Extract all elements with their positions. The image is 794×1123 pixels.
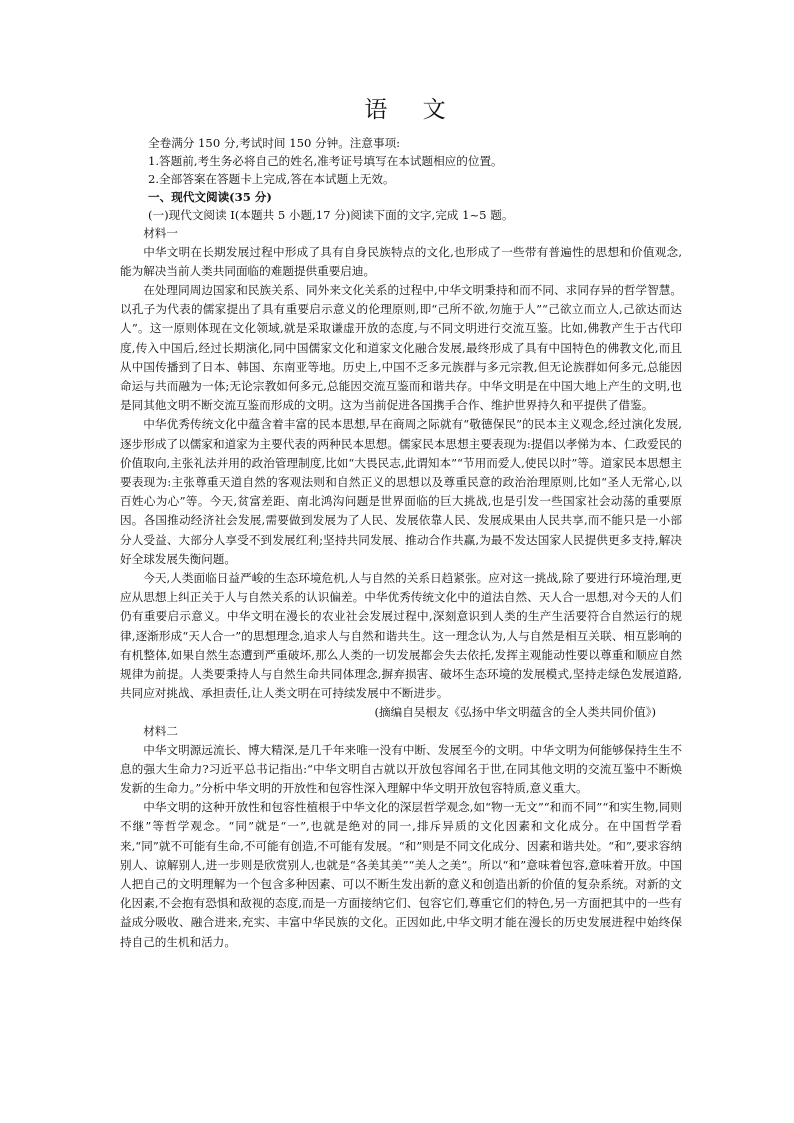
- material-two-label: 材料二: [143, 724, 178, 739]
- exam-page: [120, 96, 682, 952]
- material-one-label: 材料一: [143, 226, 178, 241]
- material-one-paragraph: 中华优秀传统文化中蕴含着丰富的民本思想,早在商周之际就有“敬德保民”的民本主义观念,经过演化发展,逐步形成了以儒家和道家为主要代表的两种民本思想。儒家民本思想主要表现为:提倡以孝悌为本、仁政爱民的价值取向,主张礼法并用的政治管理制度,比如“大畏民志,此谓知本”“节用而爱人,使民以时”等。道家民本思想主要表现为:主张尊重天道自然的客观法则和自然正义的思想以及尊重民意的政治治理原则,比如“圣人无常心,以百姓心为心”等。今天,贫富差距、南北鸿沟问题是世界面临的巨大挑战,也是引发一些国家社会动荡的重要原因。各国推动经济社会发展,需要做到发展为了人民、发展依靠人民、发展成果由人民共享,而不能只是一小部分人受益、大部分人享受不到发展红利;坚持共同发展、推动合作共赢,为最不发达国家人民提供更多支持,解决好全球发展失衡问题。: [120, 417, 682, 566]
- material-one-source: (摘编自吴根友《弘扬中华文明蕴含的全人类共同价值》): [374, 705, 656, 720]
- material-two-paragraph: 中华文明源远流长、博大精深,是几千年来唯一没有中断、发展至今的文明。中华文明为何能够保持生生不息的强大生命力?习近平总书记指出:“中华文明自古就以开放包容闻名于世,在同其他文明的交流互鉴中不断焕发新的生命力。”分析中华文明的开放性和包容性深入理解中华文明开放包容特质,意义重大。: [120, 742, 682, 795]
- material-two-paragraph: 中华文明的这种开放性和包容性植根于中华文化的深层哲学观念,如“物一无文”“和而不同”“和实生物,同则不继”等哲学观念。“同”就是“一”,也就是绝对的同一,排斥异质的文化因素和文化成分。在中国哲学看来,“同”就不可能有生命,不可能有创造,不可能有发展。“和”则是不同文化成分、因素和谐共处。“和”,要求容纳别人、谅解别人,进一步则是欣赏别人,也就是“各美其美”“美人之美”。所以“和”意味着包容,意味着开放。中国人把自己的文明理解为一个包含多种因素、可以不断生发出新的意义和创造出新的价值的复杂系统。对新的文化因素,不会抱有恐惧和敌视的态度,而是一方面接纳它们、包容它们,尊重它们的特色,另一方面把其中的一些有益成分吸收、融合进来,充实、丰富中华民族的文化。正因如此,中华文明才能在漫长的历史发展进程中始终保持自己的生机和活力。: [120, 800, 682, 949]
- material-one-paragraph: 中华文明在长期发展过程中形成了具有自身民族特点的文化,也形成了一些带有普遍性的思想和价值观念,能为解决当前人类共同面临的难题提供重要启迪。: [120, 244, 682, 278]
- instruction-item: 1.答题前,考生务必将自己的姓名,准考证号填写在本试题相应的位置。: [148, 154, 503, 169]
- section-heading: 一、现代文阅读(35 分): [148, 190, 272, 205]
- instruction-item: 2.全部答案在答题卡上完成,答在本试题上无效。: [148, 172, 395, 187]
- exam-instructions-line: 全卷满分 150 分,考试时间 150 分钟。注意事项:: [148, 136, 401, 150]
- material-one-paragraph: 在处理同周边国家和民族关系、同外来文化关系的过程中,中华文明秉持和而不同、求同存异的哲学智慧。以孔子为代表的儒家提出了具有重要启示意义的伦理原则,即“己所不欲,勿施于人”“己欲立而立人,己欲达而达人”。这一原则体现在文化领域,就是采取谦虚开放的态度,与不同文明进行交流互鉴。比如,佛教产生于古代印度,传入中国后,经过长期演化,同中国儒家文化和道家文化融合发展,最终形成了具有中国特色的佛教文化,而且从中国传播到了日本、韩国、东南亚等地。历史上,中国不乏多元族群与多元宗教,但无论族群如何多元,总能因命运与共而融为一体;无论宗教如何多元,总能因交流互鉴而和谐共存。中华文明是在中国大地上产生的文明,也是同其他文明不断交流互鉴而形成的文明。这为当前促进各国携手合作、维护世界持久和平提供了借鉴。: [120, 282, 682, 413]
- material-one-paragraph: 今天,人类面临日益严峻的生态环境危机,人与自然的关系日趋紧张。应对这一挑战,除了要进行环境治理,更应从思想上纠正关于人与自然关系的认识偏差。中华优秀传统文化中的道法自然、天人合一思想,对今天的人们仍有重要启示意义。中华文明在漫长的农业社会发展过程中,深刻意识到人类的生产生活要符合自然运行的规律,逐渐形成“天人合一”的思想理念,追求人与自然和谐共生。这一理念认为,人与自然是相互关联、相互影响的有机整体,如果自然生态遭到严重破坏,那么人类的一切发展都会失去依托,发挥主观能动性要以尊重和顺应自然规律为前提。人类要秉持人与自然生命共同体理念,摒弃损害、破坏生态环境的发展模式,坚持走绿色发展道路,共同应对挑战、承担责任,让人类文明在可持续发展中不断进步。: [120, 571, 682, 701]
- page-title: 语 文: [364, 97, 460, 123]
- subsection-heading: (一)现代文阅读 I(本题共 5 小题,17 分)阅读下面的文字,完成 1~5 题。: [148, 208, 514, 223]
